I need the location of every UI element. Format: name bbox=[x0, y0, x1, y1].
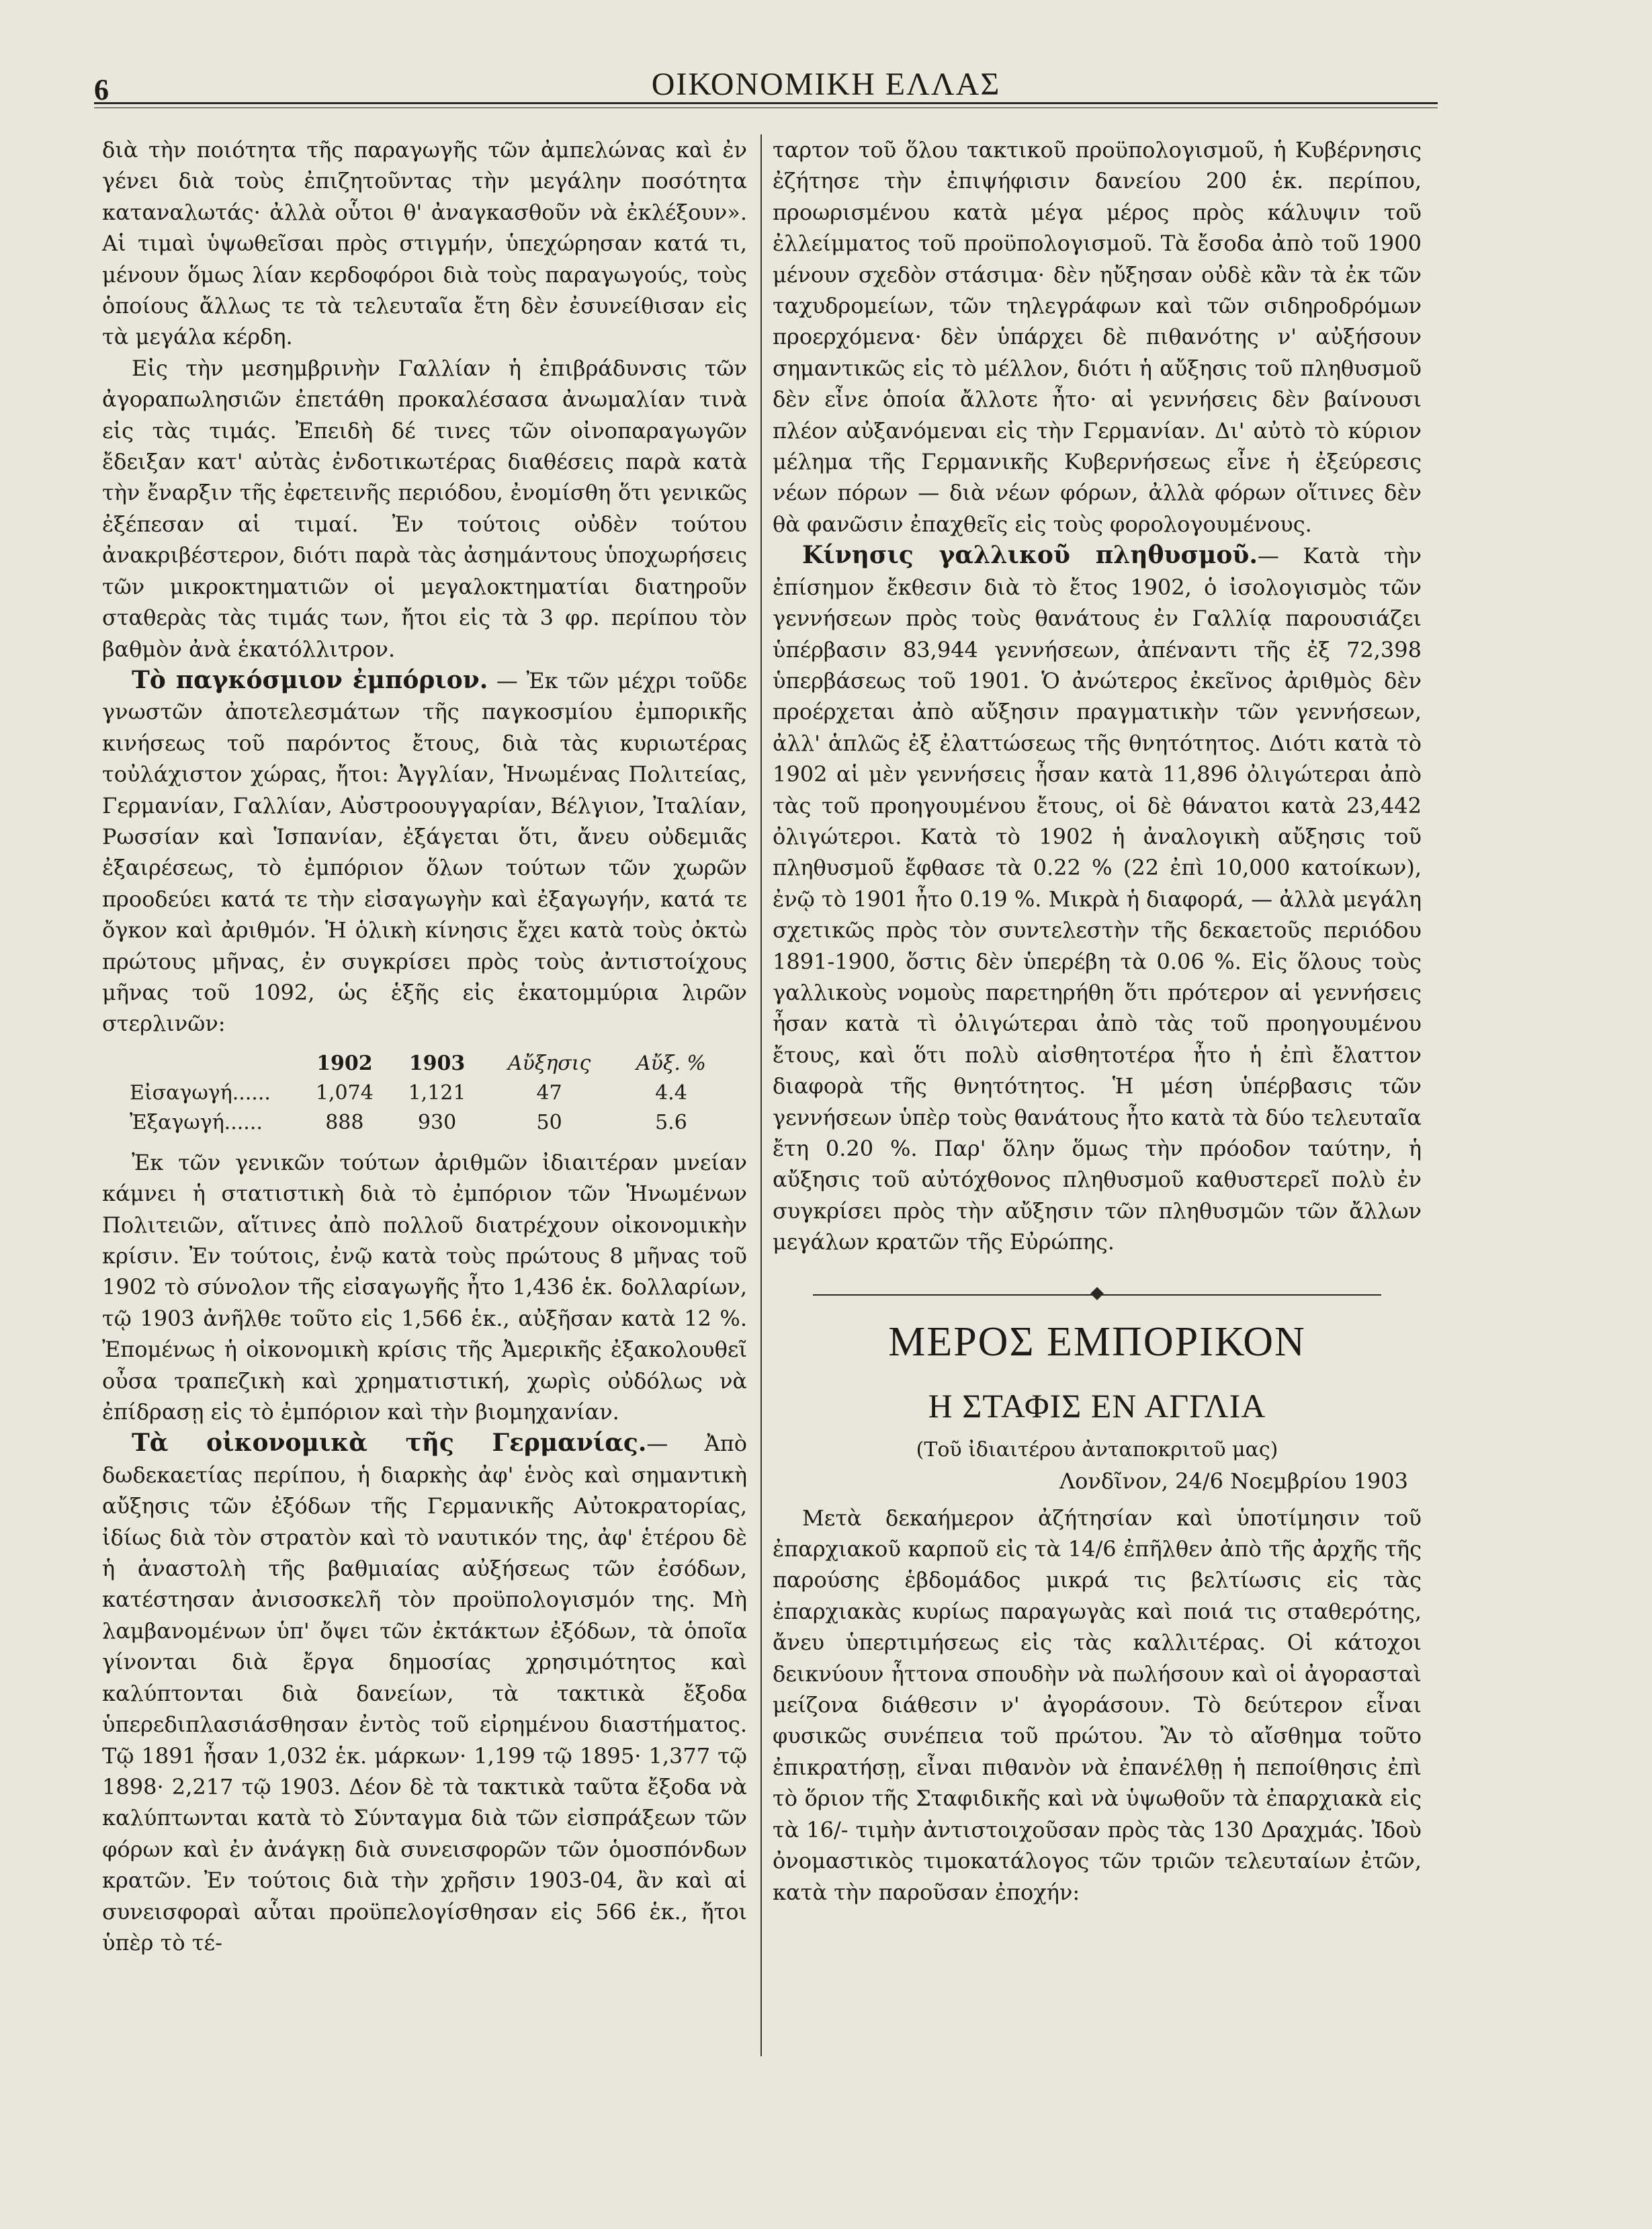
running-title: ΟΙΚΟΝΟΜΙΚΗ ΕΛΛΑΣ bbox=[651, 67, 1001, 102]
table-header-cell: 1903 bbox=[408, 1051, 466, 1075]
diamond-icon bbox=[1090, 1287, 1104, 1300]
article-byline: (Τοῦ ἰδιαιτέρου ἀνταποκριτοῦ μας) bbox=[916, 1437, 1278, 1462]
right-paragraph-2-text: — Κατὰ τὴν ἐπίσημον ἔκθεσιν διὰ τὸ ἔτος 1902, ὁ ἰσολογισμὸς τῶν γεννήσεων πρὸς τοὺς θανάτους ἐν Γαλλίᾳ παρουσιάζει ὑπέρβασιν 83,944 γεννήσεων, ἀπέναντι τῆς ἐξ 72,398 ὑπερβάσεως τοῦ 1901. Ὁ ἀνώτερος ἐκεῖνος ἀριθμὸς δὲν προέρχεται ἀπὸ αὔξησιν πραγματικὴν τῶν γεννήσεων, ἀλλ' ἁπλῶς ἐξ ἐλαττώσεως τῆς θνητότητος. Διότι κατὰ τὸ 1902 αἱ μὲν γεννήσεις ἦσαν κατὰ 11,896 ὀλιγώτεραι ἀπὸ τὰς τοῦ προηγουμένου ἔτους, οἱ δὲ θάνατοι κατὰ 23,442 ὀλιγώτεροι. Κατὰ τὸ 1902 ἡ ἀναλογικὴ αὔξησις τοῦ πληθυσμοῦ ἔφθασε τὰ 0.22 % (22 ἐπὶ 10,000 κατοίκων), ἐνῷ τὸ 1901 ἦτο 0.19 %. Μικρὰ ἡ διαφορά, — ἀλλὰ μεγάλη σχετικῶς πρὸς τὸν συντελεστὴν τῆς δεκαετοῦς περιόδου 1891-1900, ὅστις δὲν ὑπερέβη τὰ 0.06 %. Εἰς ὅλους τοὺς γαλλικοὺς νομοὺς παρετηρήθη ὅτι πρότερον αἱ γεννήσεις ἦσαν κατὰ τὶ ὀλιγώτεραι ἀπὸ τὰς τοῦ προηγουμένου ἔτους, καὶ ὅτι πολὺ αἰσθητοτέρα ἦτο ἡ ἐπὶ ἔλαττον διαφορὰ τῆς θνητότητος. Ἡ μέση ὑπέρβασις τῶν γεννήσεων ὑπὲρ τοὺς θανάτους ἦτο κατὰ τὰ δύο τελευταῖα ἔτη 0.20 %. Παρ' ὅλην ὅμως τὴν πρόοδον ταύτην, ἡ αὔξησις τοῦ αὐτόχθονος πληθυσμοῦ καθυστερεῖ πολὺ ἐν συγκρίσει πρὸς τὴν αὔξησιν τῶν πληθυσμῶν τῶν ἄλλων μεγάλων κρατῶν τῆς Εὐρώπης. bbox=[773, 543, 1422, 1255]
column-divider bbox=[760, 134, 762, 2056]
left-column bbox=[102, 134, 747, 1958]
table-cell: 888 bbox=[325, 1110, 364, 1134]
table-cell: 4.4 bbox=[655, 1081, 687, 1105]
table-row bbox=[129, 1108, 727, 1138]
left-paragraph-4: Ἐκ τῶν γενικῶν τούτων ἀριθμῶν ἰδιαιτέραν μνείαν κάμνει ἡ στατιστικὴ διὰ τὸ ἐμπόριον τῶν Ἡνωμένων Πολιτειῶν, αἵτινες ἀπὸ πολλοῦ διατρέχουν οἰκονομικὴν κρίσιν. Ἐν τούτοις, ἐνῷ κατὰ τοὺς πρώτους 8 μῆνας τοῦ 1902 τὸ σύνολον τῆς εἰσαγωγῆς ἦτο 1,436 ἑκ. δολλαρίων, τῷ 1903 ἀνῆλθε τοῦτο εἰς 1,566 ἑκ., αὐξῆσαν κατὰ 12 %. Ἐπομένως ἡ οἰκονομικὴ κρίσις τῆς Ἀμερικῆς ἐξακολουθεῖ οὖσα τραπεζικὴ καὶ χρηματιστική, χωρὶς οὐδόλως νὰ ἐπίδρασῃ εἰς τὸ ἐμπόριον καὶ τὴν βιομηχανίαν. bbox=[102, 1149, 747, 1425]
right-paragraph-2 bbox=[773, 540, 1422, 1257]
runin-heading-german-finances: Τὰ οἰκονομικὰ τῆς Γερμανίας. bbox=[132, 1429, 647, 1458]
left-paragraph-3 bbox=[102, 665, 747, 1040]
left-paragraph-1: διὰ τὴν ποιότητα τῆς παραγωγῆς τῶν ἀμπελώνας καὶ ἐν γένει διὰ τοὺς ἐπιζητοῦντας τὴν μεγάλην ποσότητα καταναλωτάς· ἀλλὰ οὗτοι θ' ἀναγκασθοῦν νὰ ἐκλέξουν». Αἱ τιμαὶ ὑψωθεῖσαι πρὸς στιγμήν, ὑπεχώρησαν κατά τι, μένουν ὅμως λίαν κερδοφόροι διὰ τοὺς παραγωγούς, τοὺς ὁποίους ἄλλως τε τὰ τελευταῖα ἔτη δὲν ἐσυνείθισαν εἰς τὰ μεγάλα κέρδη. bbox=[102, 137, 747, 350]
table-cell: 930 bbox=[417, 1110, 457, 1134]
table-cell: Ἐξαγωγή...... bbox=[130, 1110, 263, 1134]
table-header-cell: Αὔξησις bbox=[507, 1051, 591, 1075]
table-cell: 1,121 bbox=[408, 1081, 466, 1105]
page-number: 6 bbox=[94, 73, 109, 106]
right-column bbox=[773, 134, 1422, 1908]
table-cell: Εἰσαγωγή...... bbox=[130, 1081, 271, 1105]
table-row bbox=[129, 1079, 727, 1108]
article-dateline: Λονδῖνον, 24/6 Νοεμβρίου 1903 bbox=[1059, 1468, 1408, 1494]
right-paragraph-1: ταρτον τοῦ ὅλου τακτικοῦ προϋπολογισμοῦ, ἡ Κυβέρνησις ἐζήτησε τὴν ἐπιψήφισιν δανείου 200 ἑκ. περίπου, προωρισμένου κατὰ μέγα μέρος πρὸς κάλυψιν τοῦ ἐλλείμματος τοῦ προϋπολογισμοῦ. Τὰ ἔσοδα ἀπὸ τοῦ 1900 μένουν σχεδὸν στάσιμα· δὲν ηὔξησαν οὐδὲ κἂν τὰ ἐκ τῶν ταχυδρομείων, τῶν τηλεγράφων καὶ τῶν σιδηροδρόμων προερχόμενα· δὲν ὑπάρχει δὲ πιθανότης ν' αὐξήσουν σημαντικῶς εἰς τὸ μέλλον, διότι ἡ αὔξησις τοῦ πληθυσμοῦ δὲν εἶνε ὁποία ἄλλοτε ἦτο· αἱ γεννήσεις δὲν βαίνουσι πλέον αὐξανόμεναι εἰς τὴν Γερμανίαν. Δι' αὐτὸ τὸ κύριον μέλημα τῆς Γερμανικῆς Κυβερνήσεως εἶνε ἡ ἐξεύρεσις νέων πόρων — διὰ νέων φόρων, ἀλλὰ φόρων οἵτινες δὲν θὰ φανῶσιν ἐπαχθεῖς εἰς τοὺς φορολογουμένους. bbox=[773, 137, 1422, 537]
table-header-cell: Αὔξ. % bbox=[636, 1051, 706, 1075]
header-rule bbox=[94, 102, 1438, 104]
table-header-row bbox=[129, 1049, 727, 1079]
table-cell: 47 bbox=[536, 1081, 562, 1105]
left-paragraph-5 bbox=[102, 1427, 747, 1958]
table-cell: 50 bbox=[536, 1110, 562, 1134]
runin-heading-french-population: Κίνησις γαλλικοῦ πληθυσμοῦ. bbox=[802, 541, 1258, 570]
trade-statistics-table bbox=[129, 1049, 727, 1138]
runin-heading-world-trade: Τὸ παγκόσμιον ἐμπόριον. bbox=[132, 665, 488, 694]
left-paragraph-3-text: — Ἐκ τῶν μέχρι τοῦδε γνωστῶν ἀποτελεσμάτων τῆς παγκοσμίου ἐμπορικῆς κινήσεως τοῦ παρόντος ἔτους, διὰ τὰς κυριωτέρας τοὐλάχιστον χώρας, ἤτοι: Ἀγγλίαν, Ἡνωμένας Πολιτείας, Γερμανίαν, Γαλλίαν, Αὐστροουγγαρίαν, Βέλγιον, Ἰταλίαν, Ρωσσίαν καὶ Ἱσπανίαν, ἐξάγεται ὅτι, ἄνευ οὐδεμιᾶς ἐξαιρέσεως, τὸ ἐμπόριον ὅλων τούτων τῶν χωρῶν προοδεύει κατά τε τὴν εἰσαγωγὴν καὶ ἐξαγωγήν, κατά τε ὄγκον καὶ ἀριθμόν. Ἡ ὁλικὴ κίνησις ἔχει κατὰ τοὺς ὀκτὼ πρώτους μῆνας, ἐν συγκρίσει πρὸς τοὺς ἀντιστοίχους μῆνας τοῦ 1092, ὡς ἑξῆς εἰς ἑκατομμύρια λιρῶν στερλινῶν: bbox=[102, 667, 747, 1037]
table-cell: 5.6 bbox=[655, 1110, 687, 1134]
ornament-divider bbox=[813, 1285, 1381, 1305]
table-cell: 1,074 bbox=[315, 1081, 374, 1105]
table-header-cell: 1902 bbox=[316, 1051, 373, 1075]
right-paragraph-3: Μετὰ δεκαήμερον ἀζήτησίαν καὶ ὑποτίμησιν τοῦ ἐπαρχιακοῦ καρποῦ εἰς τὰ 14/6 ἐπῆλθεν ἀπὸ τῆς ἀρχῆς τῆς παρούσης ἑβδομάδος μικρά τις βελτίωσις εἰς τὰς ἐπαρχιακὰς κυρίως παραγωγὰς καὶ ποιά τις σταθερότης, ἄνευ ὑπερτιμήσεως εἰς τὰς καλλιτέρας. Οἱ κάτοχοι δεικνύουν ἧττονα σπουδὴν νὰ πωλήσουν καὶ οἱ ἀγορασταὶ μείζονα διάθεσιν ν' ἀγοράσουν. Τὸ δεύτερον εἶναι φυσικῶς συνέπεια τοῦ πρώτου. Ἂν τὸ αἴσθημα τοῦτο ἐπικρατήσῃ, εἶναι πιθανὸν νὰ ἐπανέλθῃ ἡ πεποίθησις ἐπὶ τὸ ὅριον τῆς Σταφιδικῆς καὶ νὰ ὑψωθοῦν τὰ ἐπαρχιακὰ εἰς τὰ 16/- τιμὴν ἀντιστοιχοῦσαν πρὸς τὰς 130 Δραχμάς. Ἰδοὺ ὀνομαστικὸς τιμοκατάλογος τῶν τριῶν τελευταίων ἐτῶν, κατὰ τὴν παροῦσαν ἐποχήν: bbox=[773, 1505, 1422, 1905]
article-title: Η ΣΤΑΦΙΣ ΕΝ ΑΓΓΛΙΑ bbox=[928, 1386, 1266, 1425]
left-paragraph-2: Εἰς τὴν μεσημβρινὴν Γαλλίαν ἡ ἐπιβράδυνσις τῶν ἀγοραπωλησιῶν ἐπετάθη προκαλέσασα ἀνωμαλίαν τινὰ εἰς τὰς τιμάς. Ἐπειδὴ δέ τινες τῶν οἰνοπαραγωγῶν ἔδειξαν κατ' αὐτὰς ἐνδοτικωτέρας διαθέσεις παρὰ κατὰ τὴν ἔναρξιν τῆς ἐφετεινῆς περιόδου, ἐνομίσθη ὅτι γενικῶς ἐξέπεσαν αἱ τιμαί. Ἐν τούτοις οὐδὲν τούτου ἀνακριβέστερον, διότι παρὰ τὰς ἀσημάντους ὑποχωρήσεις τῶν μικροκτηματιῶν οἱ μεγαλοκτηματίαι διατηροῦν σταθερὰς τὰς τιμάς των, ἤτοι εἰς τὰ 3 φρ. περίπου τὸν βαθμὸν ἀνὰ ἑκατόλλιτρον. bbox=[102, 355, 747, 662]
table-header-cell bbox=[129, 1049, 298, 1079]
section-title: ΜΕΡΟΣ ΕΜΠΟΡΙΚΟΝ bbox=[888, 1318, 1306, 1365]
left-paragraph-5-text: — Ἀπὸ δωδεκαετίας περίπου, ἡ διαρκὴς ἀφ' ἑνὸς καὶ σημαντικὴ αὔξησις τῶν ἐξόδων τῆς Γερμανικῆς Αὐτοκρατορίας, ἰδίως διὰ τὸν στρατὸν καὶ τὸ ναυτικόν της, ἀφ' ἑτέρου δὲ ἡ ἀναστολὴ τῆς βαθμιαίας αὐξήσεως τῶν ἐσόδων, κατέστησαν ἀνισοσκελῆ τὸν προϋπολογισμόν της. Μὴ λαμβανομένων ὑπ' ὄψει τῶν ἐκτάκτων ἐξόδων, τὰ ὁποῖα γίνονται διὰ ἔργα δημοσίας χρησιμότητος καὶ καλύπτονται διὰ δανείων, τὰ τακτικὰ ἔξοδα ὑπερεδιπλασιάσθησαν ἐντὸς τοῦ εἰρημένου διαστήματος. Τῷ 1891 ἦσαν 1,032 ἑκ. μάρκων· 1,199 τῷ 1895· 1,377 τῷ 1898· 2,217 τῷ 1903. Δέον δὲ τὰ τακτικὰ ταῦτα ἔξοδα νὰ καλύπτωνται κατὰ τὸ Σύνταγμα διὰ τῶν εἰσπράξεων τῶν φόρων καὶ ἐν ἀνάγκῃ διὰ συνεισφορῶν τῶν ὁμοσπόνδων κρατῶν. Ἐν τούτοις διὰ τὴν χρῆσιν 1903-04, ἂν καὶ αἱ συνεισφοραὶ αὗται προϋπελογίσθησαν εἰς 566 ἑκ., ἤτοι ὑπὲρ τὸ τέ- bbox=[102, 1431, 748, 1955]
